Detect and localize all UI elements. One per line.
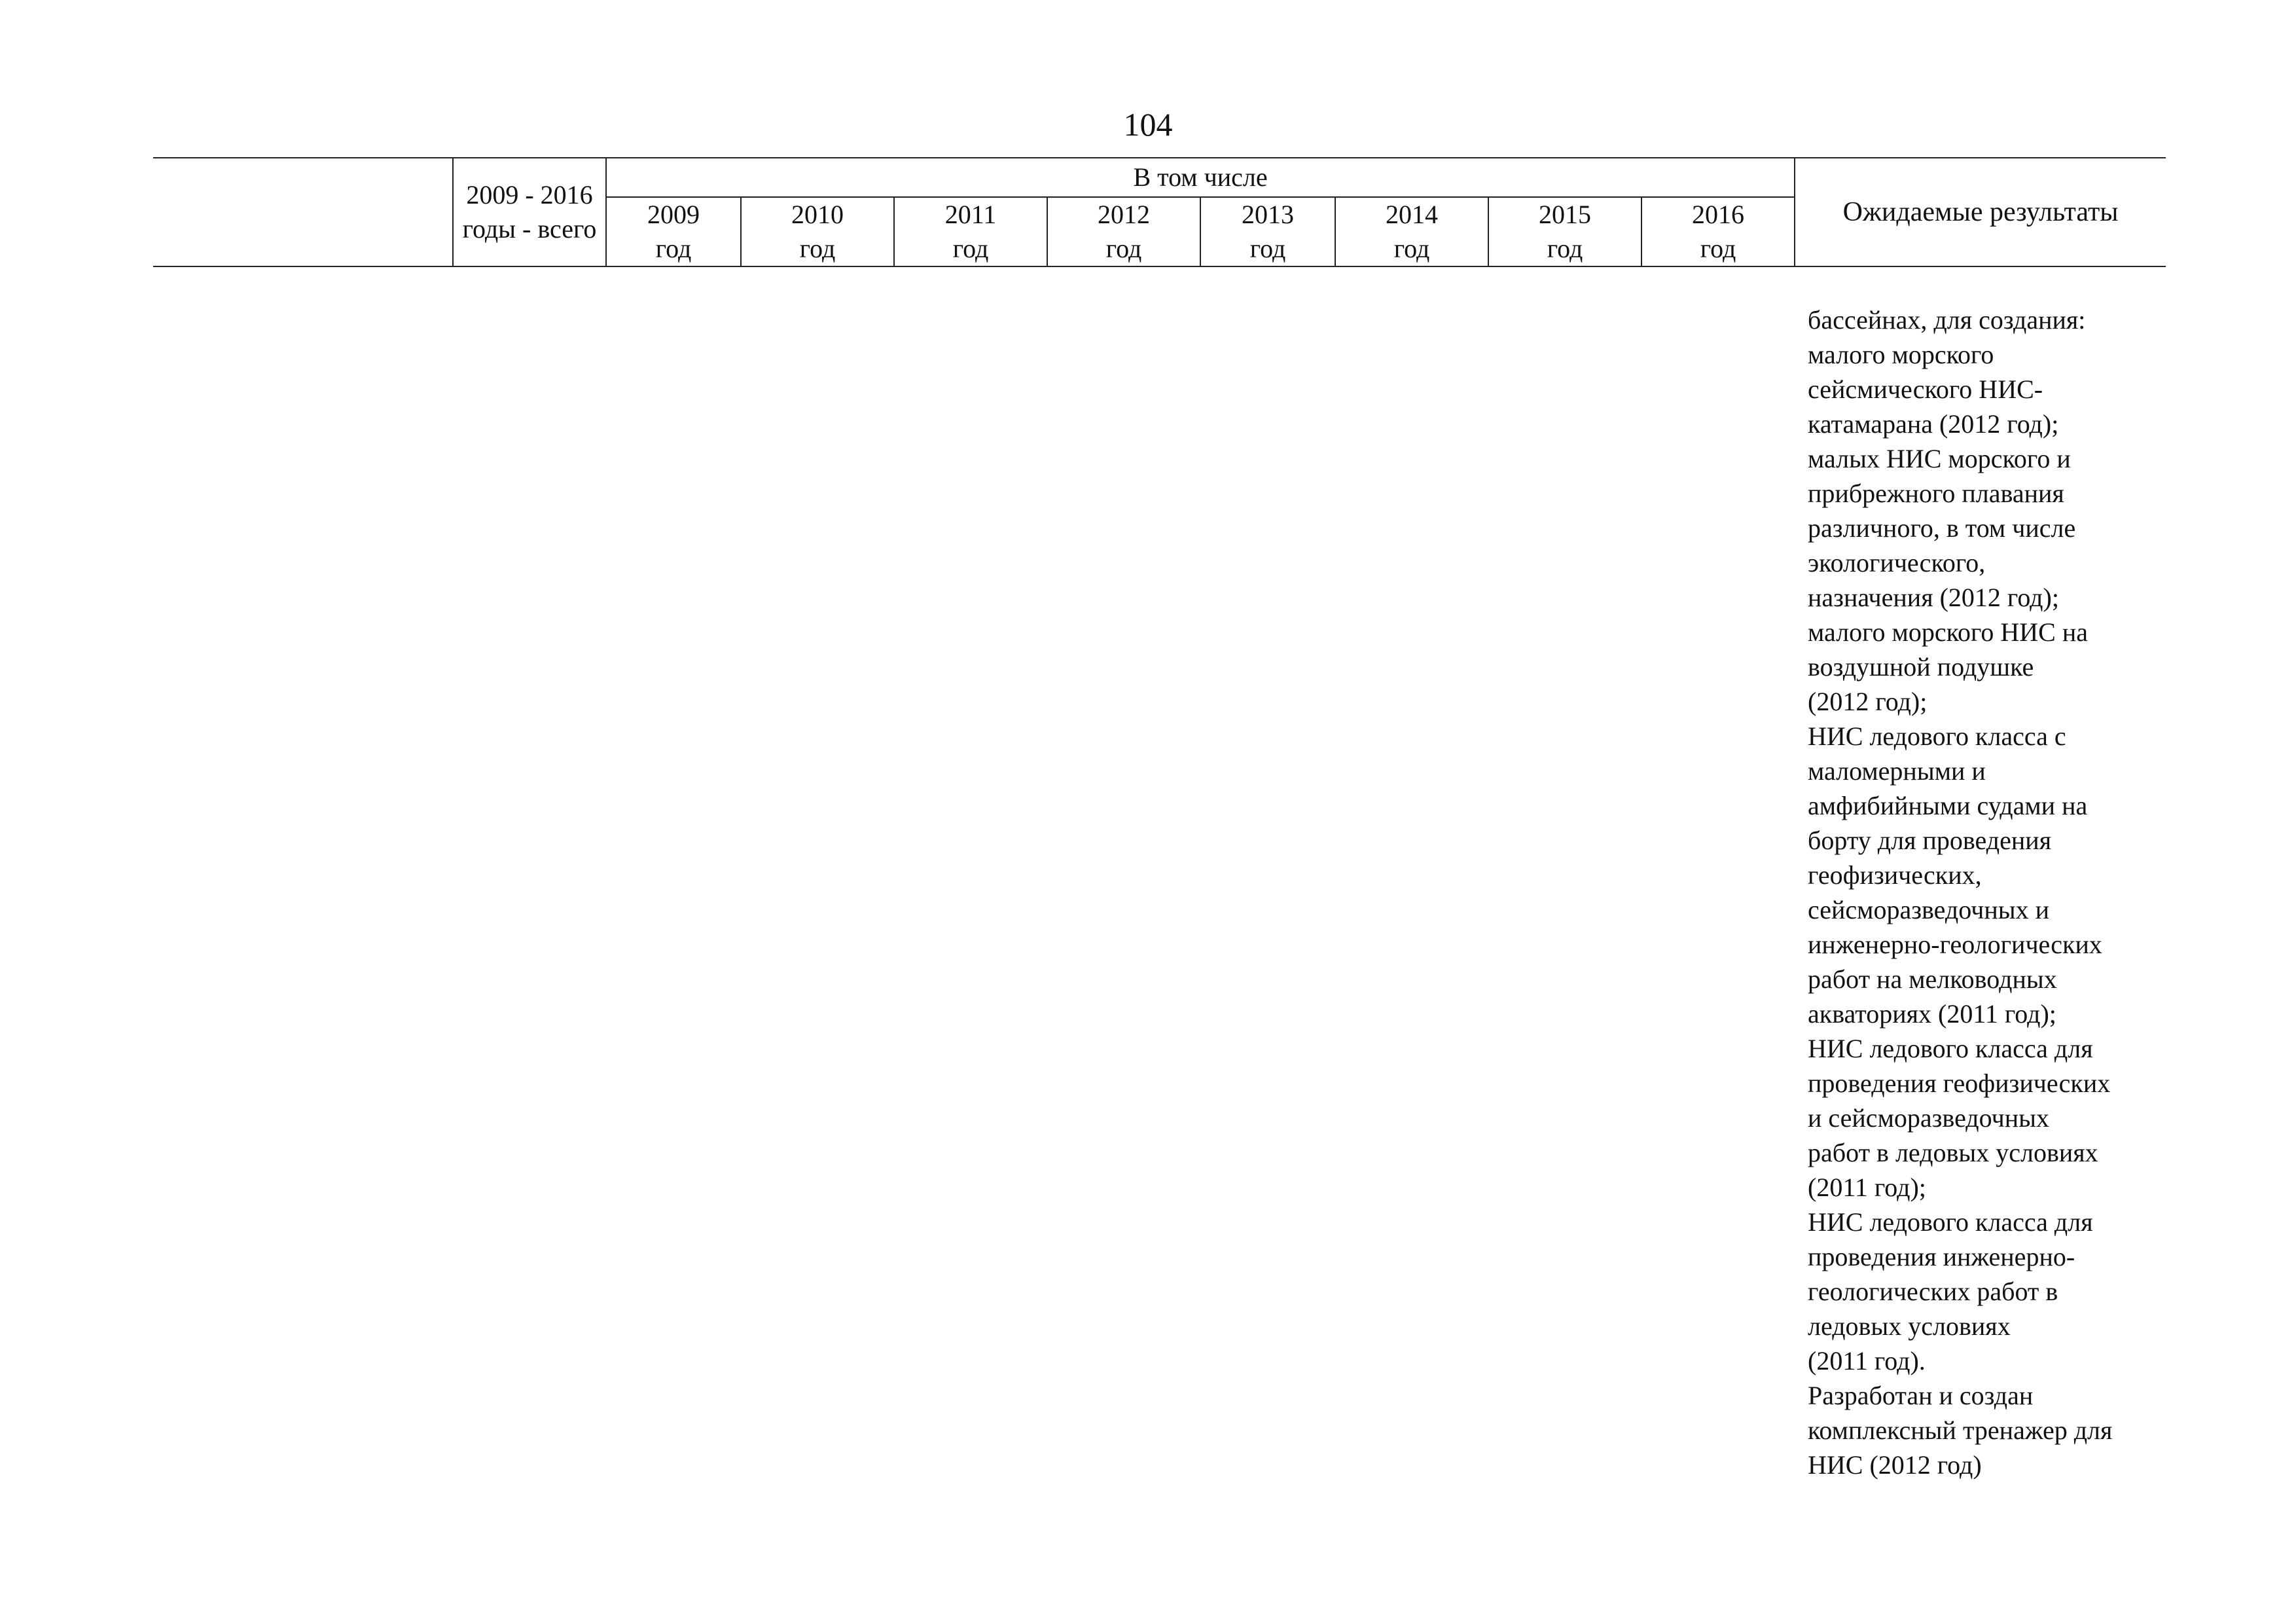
results-line: назначения (2012 год); [1808,583,2059,612]
total-years-range: 2009 - 2016 [466,180,593,210]
year-unit-2016: год [1641,232,1795,266]
year-unit-2014: год [1335,232,1488,266]
results-line: маломерными и [1808,756,1986,786]
results-line: НИС ледового класса для [1808,1207,2093,1237]
results-line: работ в ледовых условиях [1808,1138,2098,1167]
including-group-header: В том числе [606,158,1795,197]
results-line: прибрежного плавания [1808,479,2064,508]
results-line: НИС ледового класса с [1808,721,2066,751]
year-unit-2009: год [606,232,741,266]
year-header-2011: 2011 [894,197,1047,232]
results-line: работ на мелководных [1808,964,2057,994]
year-unit-2015: год [1488,232,1641,266]
results-line: НИС (2012 год) [1808,1450,1982,1480]
page-number: 104 [1123,106,1173,143]
results-line: воздушной подушке [1808,652,2034,682]
results-line: экологического, [1808,548,1986,577]
year-header-2016: 2016 [1641,197,1795,232]
results-line: комплексный тренажер для [1808,1415,2113,1445]
results-line: проведения инженерно- [1808,1242,2075,1271]
results-line: инженерно-геологических [1808,930,2102,959]
results-line: акваториях (2011 год); [1808,999,2056,1029]
results-line: геофизических, [1808,860,1982,890]
year-unit-2011: год [894,232,1047,266]
expected-results-text [1808,302,2200,1482]
results-line: сейсмического НИС- [1808,374,2043,404]
year-unit-2012: год [1047,232,1200,266]
year-unit-2013: год [1200,232,1335,266]
results-line: катамарана (2012 год); [1808,409,2059,439]
results-line: различного, в том числе [1808,513,2076,543]
results-line: амфибийными судами на [1808,791,2088,820]
results-line: борту для проведения [1808,826,2052,855]
year-header-2013: 2013 [1200,197,1335,232]
blank-lead-column [153,158,453,266]
results-line: малых НИС морского и [1808,444,2071,473]
results-line: малого морского [1808,340,1994,369]
year-header-2009: 2009 [606,197,741,232]
results-line: сейсморазведочных и [1808,895,2050,924]
results-line: НИС ледового класса для [1808,1034,2093,1063]
expected-results-header: Ожидаемые результаты [1795,158,2166,266]
budget-table-header [153,157,2166,267]
year-header-2012: 2012 [1047,197,1200,232]
year-unit-2010: год [741,232,894,266]
total-years-caption: годы - всего [462,214,597,244]
results-line: (2011 год). [1808,1346,1926,1376]
results-line: ледовых условиях [1808,1311,2011,1341]
year-header-2014: 2014 [1335,197,1488,232]
results-line: и сейсморазведочных [1808,1103,2050,1133]
results-line: (2011 год); [1808,1173,1926,1202]
results-line: малого морского НИС на [1808,617,2089,647]
year-header-2010: 2010 [741,197,894,232]
results-line: бассейнах, для создания: [1808,305,2086,335]
results-line: (2012 год); [1808,687,1928,716]
results-line: геологических работ в [1808,1277,2058,1306]
year-header-2015: 2015 [1488,197,1641,232]
results-line: Разработан и создан [1808,1381,2034,1410]
results-line: проведения геофизических [1808,1068,2111,1098]
total-years-header [453,158,606,266]
